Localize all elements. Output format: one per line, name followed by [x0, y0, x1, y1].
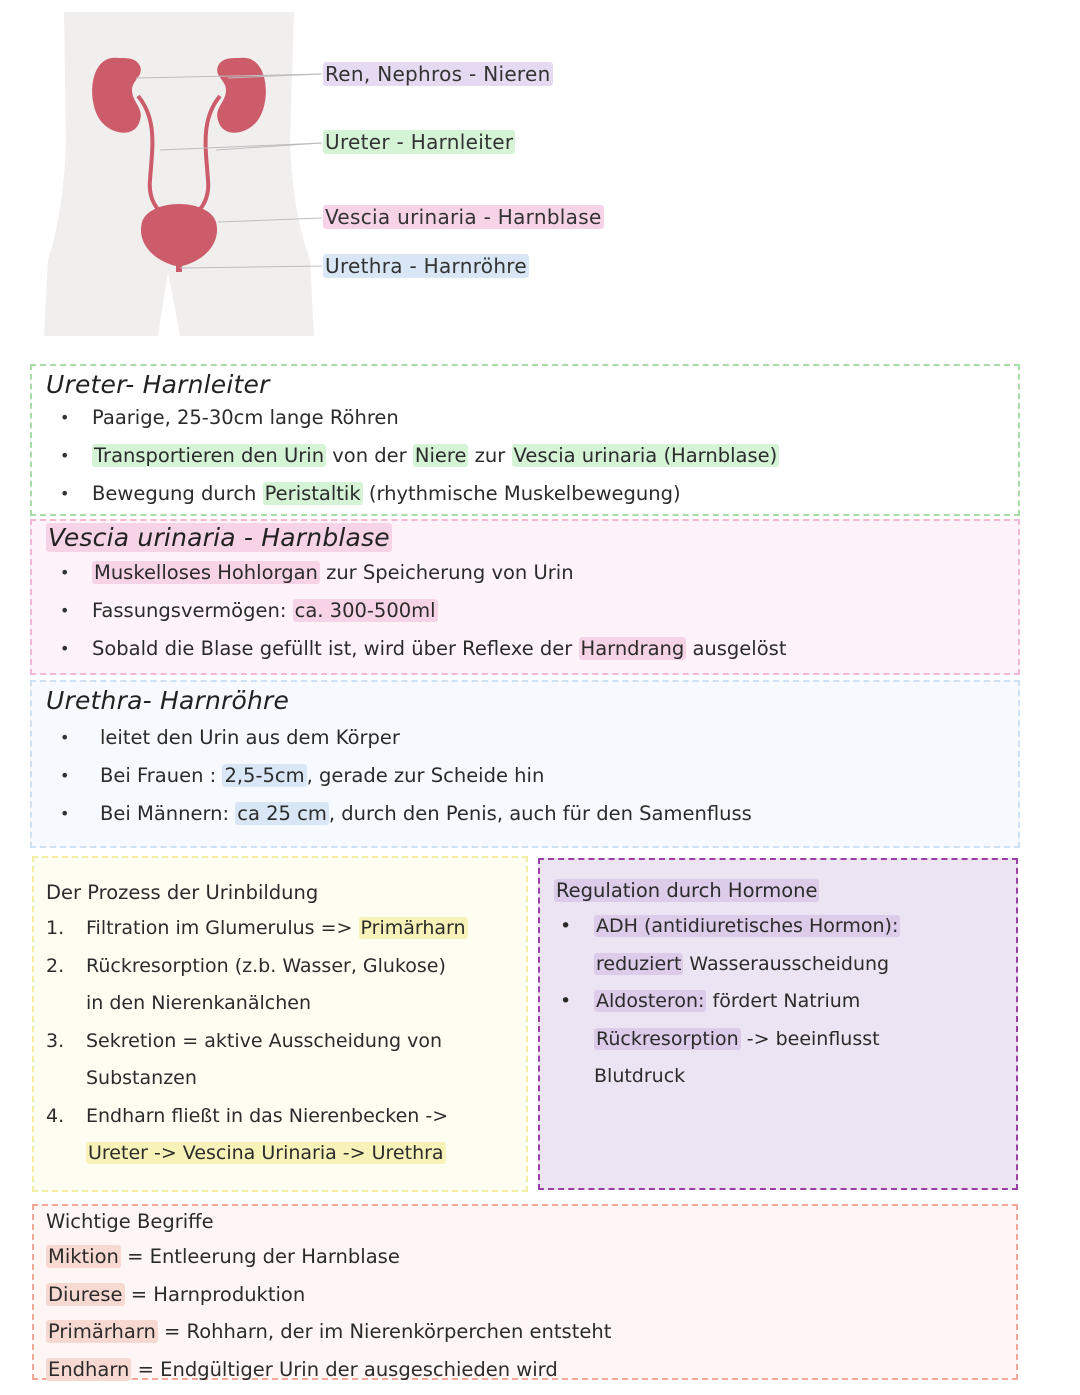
- begriff-def-4: = Endgültiger Urin der ausgeschieden wird: [131, 1357, 558, 1381]
- prozess-step-2-cont: in den Nierenkanälchen: [86, 992, 311, 1014]
- vescia-title-text: Vescia urinaria - Harnblase: [48, 523, 390, 552]
- regulation-bullet-2: •: [560, 990, 572, 1012]
- regulation-item-1-cont-hl: reduziert: [596, 952, 682, 975]
- prozess-step-2: [46, 948, 514, 986]
- ureter-item-1: [46, 399, 1004, 437]
- ureter-item-3: [46, 475, 1004, 513]
- regulation-items: [554, 908, 1002, 1096]
- urethra-section: [30, 680, 1020, 848]
- vescia-section: [30, 519, 1020, 675]
- urethra-item-3-hl: ca 25 cm: [237, 802, 327, 825]
- vescia-item-3-post: ausgelöst: [686, 637, 787, 660]
- prozess-step-4-text: Endharn fließt in das Nierenbecken ->: [86, 1104, 449, 1127]
- vescia-item-3-pre: Sobald die Blase gefüllt ist, wird über Reflexe der: [92, 637, 579, 660]
- prozess-steps: [46, 910, 514, 1173]
- urinary-system-diagram: [40, 10, 640, 340]
- prozess-step-1-hl: Primärharn: [360, 917, 466, 939]
- begriff-def-3: = Rohharn, der im Nierenkörperchen entsteht: [157, 1320, 612, 1343]
- regulation-item-2-cont-post: -> beeinflusst: [740, 1027, 880, 1050]
- begriff-term-3: Primärharn: [48, 1320, 156, 1343]
- vescia-list: [46, 554, 1004, 668]
- prozess-step-2-text: Rückresorption (z.b. Wasser, Glukose): [86, 954, 446, 977]
- urethra-item-1-text: leitet den Urin aus dem Körper: [100, 726, 400, 749]
- regulation-bullet-1: •: [560, 915, 572, 937]
- vescia-item-2-hl: ca. 300-500ml: [294, 599, 436, 622]
- begriff-def-2: = Harnproduktion: [124, 1282, 306, 1306]
- vescia-item-2: [46, 592, 1004, 630]
- prozess-step-3-text: Sekretion = aktive Ausscheidung von: [86, 1029, 443, 1052]
- label-harnleiter: [323, 130, 515, 154]
- regulation-item-2-cont2: Blutdruck: [594, 1065, 686, 1087]
- ureter-item-2: [46, 437, 1004, 475]
- begriff-term-1: Miktion: [48, 1245, 119, 1268]
- urethra-item-3-pre: Bei Männern:: [100, 802, 236, 825]
- regulation-item-2-post: fördert Natrium: [706, 990, 861, 1012]
- label-harnblase: [323, 205, 604, 229]
- ureter-section: [30, 364, 1020, 516]
- prozess-step-3-cont: Substanzen: [86, 1067, 197, 1089]
- begriff-row-4: [46, 1351, 1004, 1389]
- begriff-row-2: [46, 1276, 1004, 1314]
- vescia-item-3: [46, 630, 1004, 668]
- ureter-item-2-hl1: Transportieren den Urin: [94, 444, 325, 467]
- prozess-step-3-num: 3.: [46, 1029, 65, 1052]
- vescia-item-1-post: zur Speicherung von Urin: [319, 561, 574, 584]
- ureter-item-3-pre: Bewegung durch: [92, 482, 263, 505]
- regulation-item-2-hl: Aldosteron:: [596, 990, 705, 1012]
- begriff-row-3: [46, 1313, 1004, 1351]
- begriff-term-2: Diurese: [48, 1282, 123, 1306]
- begriff-term-4: Endharn: [48, 1357, 130, 1381]
- regulation-title: [554, 874, 1002, 908]
- regulation-item-1-cont: [554, 946, 1002, 984]
- urethra-item-2-hl: 2,5-5cm: [224, 764, 305, 787]
- label-nieren-text: Ren, Nephros - Nieren: [325, 62, 551, 86]
- regulation-section: [538, 858, 1018, 1190]
- prozess-step-2-num: 2.: [46, 954, 65, 977]
- ureter-item-2-hl2: Niere: [414, 444, 467, 467]
- urethra-list: [46, 719, 1004, 833]
- urethra-item-2-post: , gerade zur Scheide hin: [306, 764, 545, 787]
- prozess-step-3: [46, 1023, 514, 1061]
- urethra-item-3-post: , durch den Penis, auch für den Samenfluss: [328, 802, 752, 825]
- vescia-item-3-hl: Harndrang: [580, 637, 685, 660]
- begriff-def-1: = Entleerung der Harnblase: [120, 1245, 400, 1268]
- regulation-item-2: [554, 983, 1002, 1021]
- vescia-title: [46, 523, 1004, 552]
- ureter-list: [46, 399, 1004, 513]
- regulation-item-1: [554, 908, 1002, 946]
- urethra-item-2-pre: Bei Frauen :: [100, 764, 223, 787]
- ureter-item-2-mid1: von der: [326, 444, 413, 467]
- begriff-row-1: [46, 1238, 1004, 1276]
- begriffe-terms: [46, 1238, 1004, 1388]
- ureter-item-1-text: Paarige, 25-30cm lange Röhren: [92, 406, 399, 429]
- regulation-item-1-cont-post: Wasserausscheidung: [683, 952, 890, 975]
- vescia-item-2-pre: Fassungsvermögen:: [92, 599, 293, 622]
- urethra-item-3: [46, 795, 1004, 833]
- label-nieren: [323, 62, 553, 86]
- prozess-title: Der Prozess der Urinbildung: [46, 881, 319, 904]
- ureter-item-3-post: (rhythmische Muskelbewegung): [362, 482, 681, 505]
- label-harnroehre-text: Urethra - Harnröhre: [325, 254, 527, 278]
- prozess-step-4-cont-hl: Ureter -> Vescina Urinaria -> Urethra: [88, 1142, 444, 1164]
- regulation-title-text: Regulation durch Hormone: [556, 879, 818, 902]
- prozess-section: [32, 856, 528, 1192]
- vescia-item-1-hl: Muskelloses Hohlorgan: [94, 561, 318, 584]
- prozess-step-4: [46, 1098, 514, 1136]
- regulation-item-2-cont: [554, 1021, 1002, 1059]
- urethra-item-2: [46, 757, 1004, 795]
- prozess-step-4-num: 4.: [46, 1104, 65, 1127]
- urethra-title: Urethra- Harnröhre: [46, 686, 290, 715]
- vescia-item-1: [46, 554, 1004, 592]
- prozess-step-1-text: Filtration im Glumerulus =>: [86, 917, 359, 939]
- begriffe-section: [32, 1204, 1018, 1380]
- prozess-step-1: [46, 910, 514, 948]
- ureter-item-2-mid2: zur: [468, 444, 512, 467]
- ureter-title: Ureter- Harnleiter: [46, 370, 270, 399]
- prozess-step-1-num: 1.: [46, 917, 65, 939]
- ureter-item-3-hl: Peristaltik: [264, 482, 361, 505]
- ureter-item-2-hl3: Vescia urinaria (Harnblase): [513, 444, 778, 467]
- begriffe-title: Wichtige Begriffe: [46, 1210, 214, 1233]
- regulation-item-2-cont-hl: Rückresorption: [596, 1027, 739, 1050]
- urinary-tract-illustration: [40, 10, 640, 340]
- label-harnroehre: [323, 254, 529, 278]
- urethra-item-1: [46, 719, 1004, 757]
- prozess-step-4-cont: [46, 1135, 514, 1173]
- label-harnleiter-text: Ureter - Harnleiter: [325, 130, 514, 154]
- regulation-item-1-hl: ADH (antidiuretisches Hormon):: [596, 915, 899, 937]
- label-harnblase-text: Vescia urinaria - Harnblase: [325, 205, 602, 229]
